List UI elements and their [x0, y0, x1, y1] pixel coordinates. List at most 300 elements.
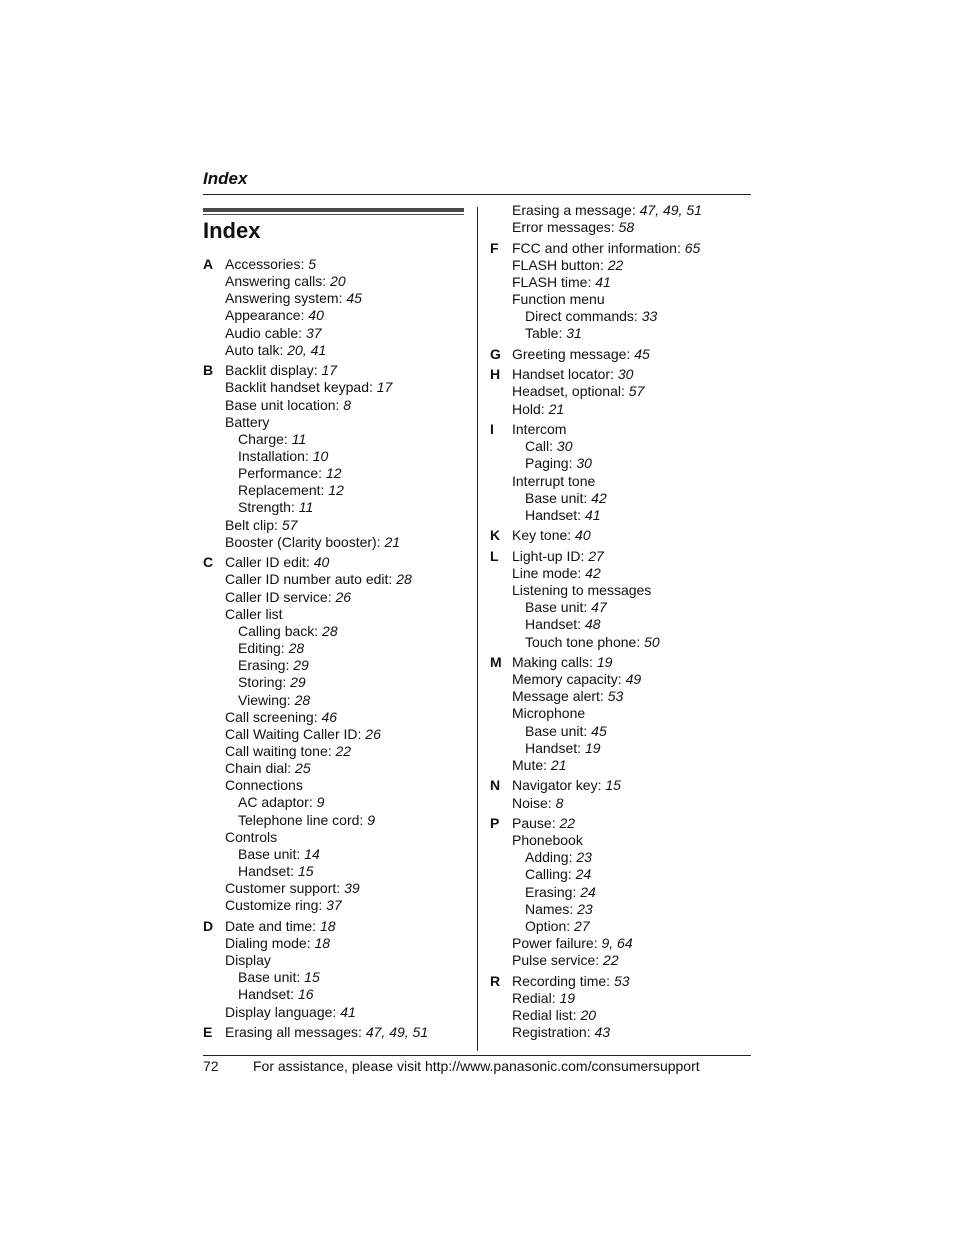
index-entry [225, 534, 473, 551]
entry-page-numbers: 58 [618, 219, 635, 236]
entry-term: Base unit: [525, 599, 588, 616]
entry-term: Handset: [525, 506, 582, 523]
index-entry-list [225, 256, 473, 359]
index-entry [225, 589, 473, 606]
entry-page-numbers: 37 [326, 897, 342, 914]
entry-term: Performance: [238, 465, 323, 482]
index-entry [512, 401, 752, 418]
index-entry-list [512, 240, 752, 343]
entry-term: Caller ID edit: [225, 554, 310, 571]
page-number: 72 [203, 1058, 219, 1074]
entry-term: Adding: [525, 849, 573, 866]
index-entry-list [512, 527, 752, 544]
index-subentry [512, 490, 752, 507]
entry-term: Names: [525, 900, 574, 917]
entry-term: Base unit: [238, 969, 301, 986]
title-decoration-line [203, 214, 464, 215]
entry-term: Navigator key: [512, 777, 602, 794]
footer-assistance-text: For assistance, please visit http://www.panasonic.com/consumersupport [253, 1058, 700, 1074]
entry-page-numbers: 21 [550, 756, 567, 773]
index-letter: C [203, 554, 214, 571]
entry-page-numbers: 46 [321, 708, 338, 725]
entry-page-numbers: 24 [575, 866, 592, 883]
entry-page-numbers: 20 [580, 1007, 597, 1023]
entry-page-numbers: 16 [297, 986, 314, 1003]
entry-term: Base unit: [525, 722, 588, 739]
entry-page-numbers: 41 [340, 1003, 356, 1020]
index-entry [225, 918, 473, 935]
entry-page-numbers: 22 [559, 814, 576, 831]
entry-term: Power failure: [512, 935, 598, 952]
index-entry [512, 1007, 752, 1024]
index-letter: F [490, 239, 499, 256]
index-letter: A [203, 256, 214, 272]
entry-page-numbers: 47, 49, 51 [639, 202, 702, 218]
column-divider [477, 207, 478, 1051]
entry-term: Making calls: [512, 653, 593, 670]
index-entry [225, 743, 473, 760]
entry-page-numbers: 10 [312, 448, 329, 465]
index-letter-group [203, 256, 473, 359]
index-letter: H [490, 366, 501, 383]
index-entry [512, 274, 752, 291]
index-entry [225, 342, 473, 359]
entry-page-numbers: 28 [288, 640, 305, 657]
entry-page-numbers: 45 [591, 722, 607, 739]
index-letter-group [490, 366, 752, 417]
entry-term: Charge: [238, 430, 288, 447]
index-entry [512, 291, 752, 308]
index-letter-group [490, 777, 752, 811]
index-letter-group [490, 973, 752, 1042]
index-subentry [225, 448, 473, 465]
index-subentry [225, 794, 473, 811]
entry-term: Listening to messages [512, 582, 652, 599]
index-letter-group [490, 240, 752, 343]
index-entry [512, 383, 752, 400]
index-entry [512, 346, 752, 363]
entry-page-numbers: 31 [566, 325, 582, 342]
index-entry [512, 1024, 752, 1041]
index-letter: N [490, 777, 501, 794]
entry-page-numbers: 29 [290, 674, 306, 691]
entry-term: Answering system: [225, 290, 343, 307]
entry-term: Option: [525, 917, 571, 934]
entry-term: Calling back: [238, 622, 319, 639]
entry-term: Paging: [525, 455, 573, 472]
index-subentry [225, 623, 473, 640]
index-letter-group [490, 548, 752, 651]
entry-term: Erasing all messages: [225, 1024, 362, 1041]
entry-page-numbers: 18 [314, 934, 331, 951]
index-letter: L [490, 547, 499, 564]
index-entry [512, 366, 752, 383]
header-rule [203, 194, 751, 195]
entry-term: Caller ID service: [225, 588, 332, 605]
entry-term: Storing: [238, 674, 287, 691]
index-entry [225, 952, 473, 969]
entry-term: Base unit location: [225, 396, 340, 413]
entry-page-numbers: 33 [641, 308, 658, 325]
entry-term: AC adaptor: [238, 794, 313, 811]
entry-page-numbers: 39 [344, 880, 360, 897]
entry-term: Answering calls: [225, 273, 327, 290]
index-subentry [512, 901, 752, 918]
entry-page-numbers: 17 [321, 362, 338, 379]
entry-term: Intercom [512, 421, 567, 438]
entry-term: FLASH button: [512, 256, 604, 273]
entry-term: Redial: [512, 989, 556, 1006]
index-entry [225, 554, 473, 571]
entry-term: Registration: [512, 1024, 591, 1041]
index-entry [225, 777, 473, 794]
entry-page-numbers: 25 [295, 760, 311, 777]
index-subentry [512, 634, 752, 651]
entry-term: Dialing mode: [225, 934, 311, 951]
entry-page-numbers: 26 [365, 725, 381, 742]
entry-page-numbers: 29 [293, 657, 309, 674]
entry-page-numbers: 20 [330, 273, 346, 290]
entry-term: Date and time: [225, 917, 317, 934]
entry-term: Erasing: [238, 657, 290, 674]
entry-term: FLASH time: [512, 273, 592, 290]
entry-term: Redial list: [512, 1007, 577, 1023]
index-subentry [225, 431, 473, 448]
index-entry [512, 582, 752, 599]
entry-term: Erasing: [525, 883, 577, 900]
index-entry [512, 473, 752, 490]
entry-term: Base unit: [238, 845, 301, 862]
index-entry [225, 571, 473, 588]
entry-page-numbers: 28 [322, 622, 338, 639]
entry-term: Caller list [225, 605, 283, 622]
index-letter: D [203, 917, 214, 934]
index-entry [225, 379, 473, 396]
entry-term: Controls [225, 828, 278, 845]
entry-term: Call waiting tone: [225, 742, 332, 759]
entry-term: Handset: [525, 739, 582, 756]
index-letter-group [490, 346, 752, 363]
entry-term: Accessories: [225, 256, 305, 272]
index-entry [225, 290, 473, 307]
entry-page-numbers: 9 [367, 811, 375, 828]
index-letter-group [203, 362, 473, 551]
entry-page-numbers: 5 [308, 256, 317, 272]
entry-page-numbers: 21 [548, 400, 565, 417]
entry-term: Connections [225, 777, 303, 794]
entry-term: Noise: [512, 794, 552, 811]
entry-term: Viewing: [238, 691, 291, 708]
index-letter: R [490, 972, 501, 989]
entry-term: Chain dial: [225, 760, 292, 777]
entry-page-numbers: 14 [304, 845, 320, 862]
entry-page-numbers: 40 [313, 554, 330, 571]
index-entry [225, 256, 473, 273]
entry-page-numbers: 12 [325, 465, 342, 482]
entry-term: Pause: [512, 814, 556, 831]
entry-page-numbers: 8 [343, 396, 352, 413]
entry-page-numbers: 30 [617, 366, 634, 383]
entry-page-numbers: 37 [305, 324, 322, 341]
index-letter-group [490, 202, 752, 236]
entry-page-numbers: 8 [555, 794, 564, 811]
index-subentry [225, 969, 473, 986]
entry-term: Handset: [238, 986, 295, 1003]
index-entry [225, 1004, 473, 1021]
index-entry [512, 757, 752, 774]
index-entry [225, 829, 473, 846]
entry-term: Direct commands: [525, 308, 638, 325]
entry-page-numbers: 12 [328, 482, 344, 499]
entry-term: Key tone: [512, 527, 572, 544]
entry-term: Calling: [525, 866, 572, 883]
index-subentry [225, 674, 473, 691]
entry-term: Strength: [238, 499, 295, 516]
entry-page-numbers: 18 [319, 917, 336, 934]
entry-term: Display [225, 952, 271, 969]
index-entry [512, 777, 752, 794]
index-entry [512, 548, 752, 565]
index-entry [225, 273, 473, 290]
index-entry [225, 307, 473, 324]
entry-term: Table: [525, 325, 563, 342]
index-entry [225, 397, 473, 414]
entry-page-numbers: 21 [384, 533, 401, 550]
index-subentry [225, 846, 473, 863]
entry-term: Belt clip: [225, 516, 278, 533]
index-entry [225, 880, 473, 897]
entry-term: Function menu [512, 291, 605, 308]
index-entry [512, 421, 752, 438]
index-entry [512, 815, 752, 832]
index-entry [225, 325, 473, 342]
entry-term: Call screening: [225, 708, 318, 725]
index-letter: K [490, 527, 501, 544]
entry-term: Pulse service: [512, 952, 600, 969]
entry-page-numbers: 9 [316, 794, 325, 811]
index-subentry [512, 884, 752, 901]
entry-page-numbers: 28 [396, 571, 412, 588]
index-entry-list [512, 815, 752, 969]
index-letter: P [490, 814, 500, 831]
entry-term: Greeting message: [512, 345, 631, 362]
index-letter-group [203, 918, 473, 1021]
entry-page-numbers: 49 [625, 671, 642, 688]
index-subentry [512, 455, 752, 472]
index-entry-list [512, 548, 752, 651]
entry-page-numbers: 22 [607, 256, 624, 273]
index-entry [512, 654, 752, 671]
index-entry-list [512, 366, 752, 417]
index-entry-list [512, 973, 752, 1042]
index-subentry [512, 507, 752, 524]
index-letter: B [203, 362, 214, 379]
index-entry [512, 688, 752, 705]
index-entry-list [225, 362, 473, 551]
index-entry [512, 219, 752, 236]
entry-page-numbers: 45 [346, 290, 362, 307]
entry-page-numbers: 20, 41 [287, 341, 327, 358]
entry-page-numbers: 23 [576, 849, 592, 866]
entry-page-numbers: 19 [584, 739, 601, 756]
entry-term: Display language: [225, 1003, 337, 1020]
index-column-right [490, 202, 752, 1045]
index-subentry [512, 325, 752, 342]
entry-term: Handset locator: [512, 366, 614, 383]
entry-term: Customer support: [225, 880, 341, 897]
entry-page-numbers: 40 [308, 307, 324, 324]
index-subentry [512, 438, 752, 455]
index-subentry [225, 465, 473, 482]
index-entry [512, 952, 752, 969]
entry-page-numbers: 26 [335, 588, 352, 605]
index-letter: G [490, 345, 501, 362]
entry-term: Microphone [512, 705, 586, 722]
index-entry [512, 257, 752, 274]
entry-page-numbers: 53 [607, 688, 624, 705]
entry-term: Touch tone phone: [525, 633, 641, 650]
entry-term: Installation: [238, 448, 309, 465]
entry-term: Caller ID number auto edit: [225, 571, 393, 588]
index-entry-list [225, 918, 473, 1021]
entry-term: FCC and other information: [512, 239, 681, 256]
entry-page-numbers: 11 [291, 430, 307, 447]
index-letter-group [490, 654, 752, 774]
entry-term: Error messages: [512, 219, 615, 236]
entry-page-numbers: 23 [577, 900, 593, 917]
index-letter-group [490, 815, 752, 969]
entry-term: Recording time: [512, 972, 611, 989]
index-subentry [512, 740, 752, 757]
entry-term: Customize ring: [225, 897, 323, 914]
index-subentry [512, 308, 752, 325]
entry-term: Light-up ID: [512, 547, 585, 564]
index-entry-list [512, 346, 752, 363]
index-letter-group [490, 421, 752, 524]
index-subentry [225, 863, 473, 880]
entry-page-numbers: 40 [575, 527, 591, 544]
index-entry [225, 709, 473, 726]
entry-page-numbers: 53 [613, 972, 630, 989]
entry-page-numbers: 41 [595, 273, 611, 290]
index-entry [225, 760, 473, 777]
index-letter-group [203, 1024, 473, 1041]
entry-term: Booster (Clarity booster): [225, 533, 381, 550]
entry-term: Hold: [512, 400, 545, 417]
entry-page-numbers: 22 [335, 742, 352, 759]
footer-rule [203, 1055, 751, 1056]
index-column-left [203, 256, 473, 1045]
index-entry [512, 527, 752, 544]
entry-term: Base unit: [525, 489, 588, 506]
entry-page-numbers: 42 [585, 564, 601, 581]
entry-page-numbers: 65 [684, 239, 701, 256]
entry-page-numbers: 41 [584, 506, 601, 523]
entry-page-numbers: 17 [376, 379, 393, 396]
index-entry [225, 1024, 473, 1041]
index-letter-group [490, 527, 752, 544]
entry-term: Appearance: [225, 307, 305, 324]
entry-page-numbers: 30 [556, 438, 573, 455]
entry-term: Interrupt tone [512, 472, 596, 489]
index-entry [512, 990, 752, 1007]
entry-page-numbers: 47, 49, 51 [365, 1024, 429, 1041]
entry-page-numbers: 15 [605, 777, 621, 794]
entry-page-numbers: 50 [644, 633, 660, 650]
entry-page-numbers: 19 [559, 989, 576, 1006]
index-letter-group [203, 554, 473, 914]
entry-page-numbers: 48 [584, 616, 601, 633]
entry-page-numbers: 57 [281, 516, 298, 533]
index-letter: M [490, 653, 502, 670]
index-entry [512, 832, 752, 849]
entry-page-numbers: 15 [304, 969, 320, 986]
index-subentry [512, 866, 752, 883]
entry-term: Call: [525, 438, 554, 455]
entry-page-numbers: 19 [596, 653, 613, 670]
entry-page-numbers: 11 [298, 499, 314, 516]
index-subentry [225, 812, 473, 829]
entry-page-numbers: 30 [576, 455, 592, 472]
index-entry-list [225, 554, 473, 914]
index-entry [512, 705, 752, 722]
index-entry-list [512, 777, 752, 811]
index-subentry [225, 692, 473, 709]
entry-term: Handset: [238, 863, 295, 880]
index-entry [225, 935, 473, 952]
index-letter: E [203, 1024, 213, 1041]
entry-page-numbers: 57 [628, 383, 645, 400]
entry-page-numbers: 43 [594, 1024, 611, 1041]
index-entry [225, 517, 473, 534]
index-entry [225, 606, 473, 623]
index-entry [512, 202, 752, 219]
index-entry [225, 897, 473, 914]
index-subentry [225, 986, 473, 1003]
index-subentry [225, 482, 473, 499]
index-subentry [225, 657, 473, 674]
index-entry [225, 414, 473, 431]
running-header-title: Index [203, 169, 248, 188]
entry-page-numbers: 27 [574, 917, 590, 934]
index-subentry [225, 640, 473, 657]
entry-page-numbers: 47 [591, 599, 607, 616]
entry-term: Handset: [525, 616, 582, 633]
entry-term: Audio cable: [225, 324, 303, 341]
entry-term: Editing: [238, 640, 285, 657]
entry-term: Phonebook [512, 832, 583, 849]
entry-term: Mute: [512, 756, 548, 773]
entry-term: Telephone line cord: [238, 811, 364, 828]
entry-page-numbers: 28 [294, 691, 311, 708]
entry-term: Backlit handset keypad: [225, 379, 373, 396]
entry-page-numbers: 9, 64 [601, 935, 633, 952]
index-entry [225, 362, 473, 379]
entry-term: Message alert: [512, 688, 604, 705]
entry-page-numbers: 27 [588, 547, 604, 564]
index-entry [512, 240, 752, 257]
entry-term: Backlit display: [225, 362, 318, 379]
index-letter: I [490, 421, 494, 438]
index-entry-list [225, 1024, 473, 1041]
index-entry [225, 726, 473, 743]
entry-term: Battery [225, 413, 270, 430]
entry-term: Headset, optional: [512, 383, 625, 400]
index-entry [512, 671, 752, 688]
entry-term: Line mode: [512, 564, 582, 581]
index-subentry [512, 599, 752, 616]
entry-term: Memory capacity: [512, 671, 622, 688]
